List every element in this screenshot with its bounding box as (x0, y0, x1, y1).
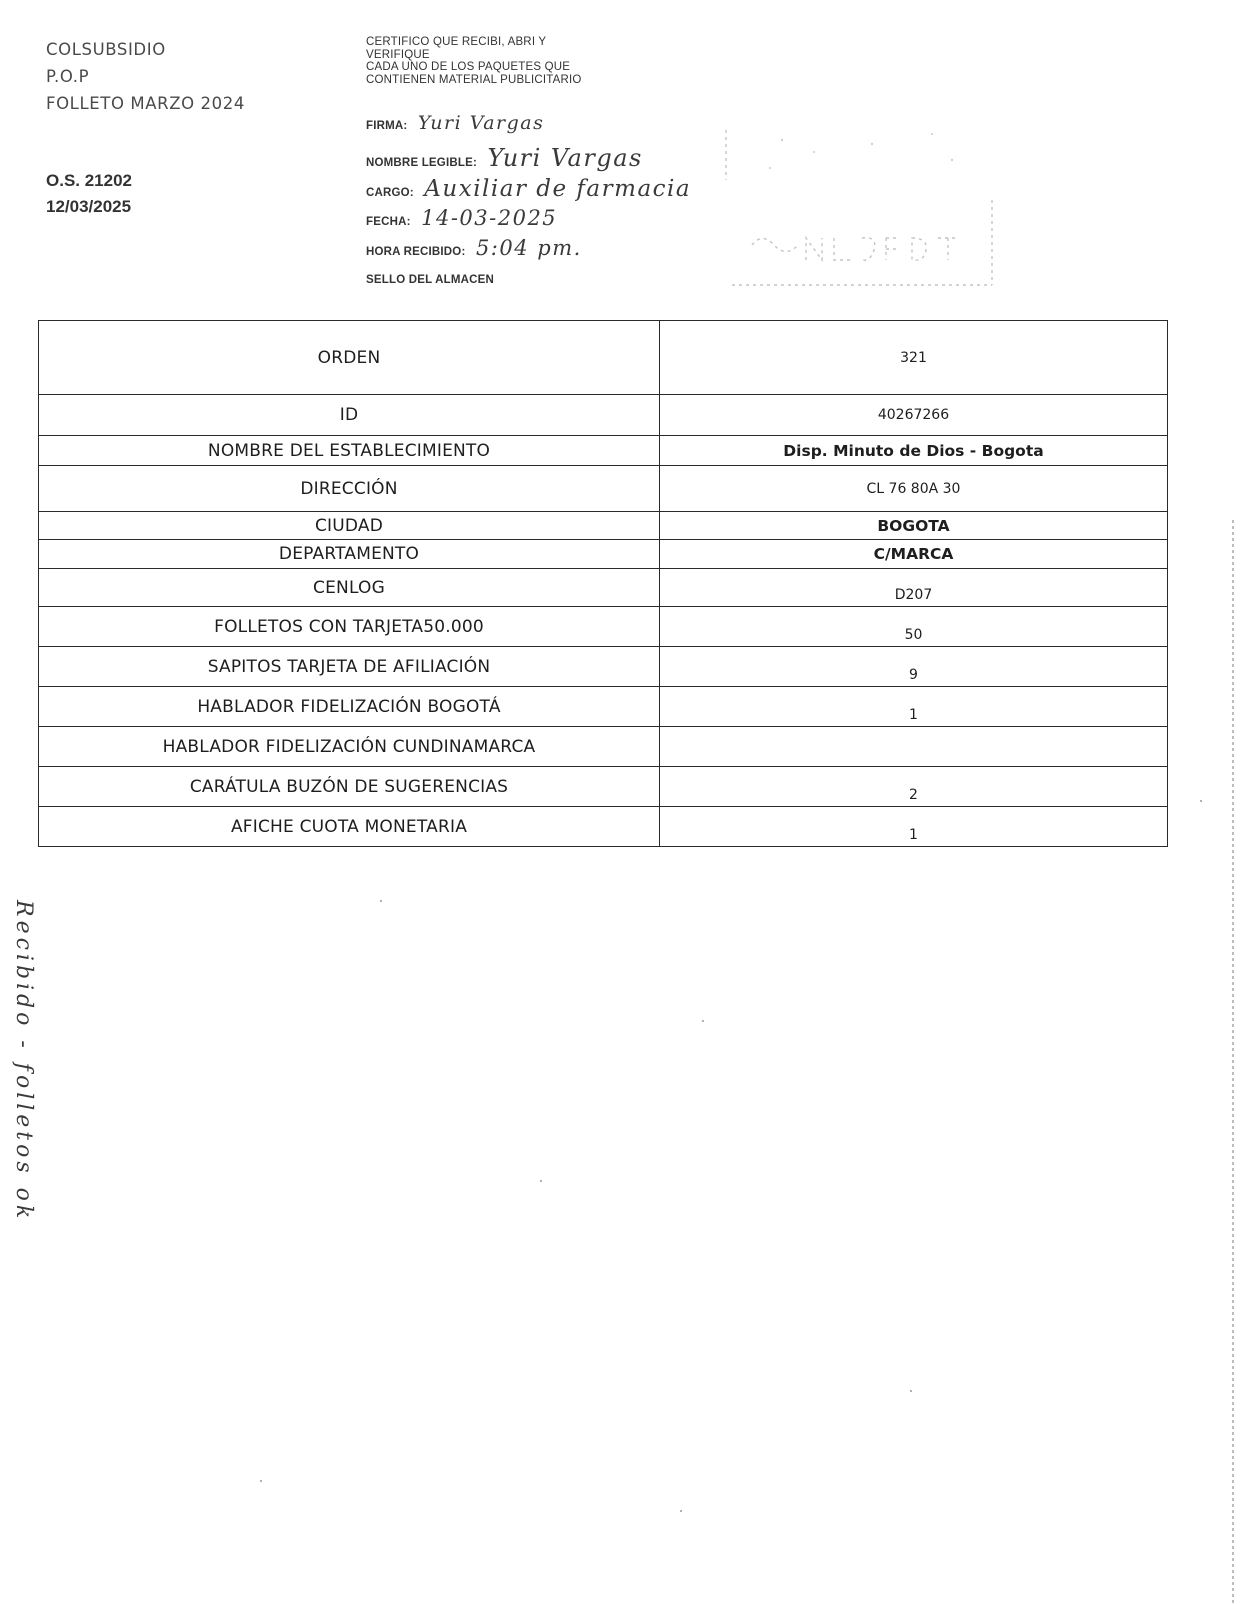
order-date: 12/03/2025 (46, 197, 132, 216)
row-value: 321 (660, 321, 1168, 395)
row-value: 1 (660, 807, 1168, 847)
table-row (39, 607, 1168, 647)
sello-field (366, 270, 494, 296)
row-value: 9 (660, 647, 1168, 687)
row-value: D207 (660, 569, 1168, 607)
row-value: C/MARCA (660, 540, 1168, 569)
row-value: CL 76 80A 30 (660, 466, 1168, 512)
row-label: HABLADOR FIDELIZACIÓN CUNDINAMARCA (39, 727, 660, 767)
row-value: Disp. Minuto de Dios - Bogota (660, 436, 1168, 466)
material-type: P.O.P (46, 67, 90, 86)
table-row (39, 466, 1168, 512)
sello-label: SELLO DEL ALMACEN (366, 274, 494, 286)
firma-field (366, 112, 544, 138)
company-name: COLSUBSIDIO (46, 40, 166, 59)
table-row (39, 436, 1168, 466)
nombre-label: NOMBRE LEGIBLE: (366, 157, 477, 169)
scan-edge (1232, 520, 1234, 1604)
row-value: 40267266 (660, 395, 1168, 436)
campaign-name: FOLLETO MARZO 2024 (46, 94, 245, 113)
row-label: HABLADOR FIDELIZACIÓN BOGOTÁ (39, 687, 660, 727)
cargo-field (366, 176, 691, 202)
handwritten-signature: Yuri Vargas (417, 112, 545, 134)
table-row (39, 727, 1168, 767)
statement-line: CONTIENEN MATERIAL PUBLICITARIO (366, 73, 582, 86)
table-row (39, 321, 1168, 395)
row-value (660, 727, 1168, 767)
table-row (39, 767, 1168, 807)
scan-speck (1200, 800, 1202, 802)
fecha-field (366, 206, 557, 232)
row-label: FOLLETOS CON TARJETA50.000 (39, 607, 660, 647)
scan-speck (380, 900, 382, 902)
row-label: ORDEN (39, 321, 660, 395)
hora-value: 5:04 pm. (475, 236, 582, 260)
cargo-value: Auxiliar de farmacia (424, 176, 692, 202)
scan-speck (680, 1510, 682, 1512)
row-label: DIRECCIÓN (39, 466, 660, 512)
scan-speck (702, 1020, 704, 1022)
statement-line: VERIFIQUE (366, 48, 430, 61)
firma-label: FIRMA: (366, 120, 408, 132)
table-row (39, 569, 1168, 607)
row-label: CIUDAD (39, 512, 660, 540)
row-value: 1 (660, 687, 1168, 727)
campaign-header (46, 36, 306, 117)
row-label: CENLOG (39, 569, 660, 607)
table-row (39, 647, 1168, 687)
row-label: NOMBRE DEL ESTABLECIMIENTO (39, 436, 660, 466)
row-value: 50 (660, 607, 1168, 647)
order-info (46, 168, 132, 220)
hora-field (366, 236, 582, 262)
row-label: SAPITOS TARJETA DE AFILIACIÓN (39, 647, 660, 687)
row-label: DEPARTAMENTO (39, 540, 660, 569)
certification-statement (366, 36, 696, 86)
hora-label: HORA RECIBIDO: (366, 246, 466, 258)
statement-line: CADA UNO DE LOS PAQUETES QUE (366, 61, 571, 73)
cargo-label: CARGO: (366, 187, 414, 199)
scan-speck (260, 1480, 262, 1482)
store-stamp (722, 120, 1002, 290)
fecha-value: 14-03-2025 (421, 206, 558, 230)
table-row (39, 807, 1168, 847)
handwritten-side-note: Recibido - folletos ok (11, 900, 36, 1223)
table-row (39, 512, 1168, 540)
nombre-value: Yuri Vargas (487, 144, 643, 172)
table-row (39, 395, 1168, 436)
scan-speck (910, 1390, 912, 1392)
row-value: 2 (660, 767, 1168, 807)
row-label: ID (39, 395, 660, 436)
row-label: CARÁTULA BUZÓN DE SUGERENCIAS (39, 767, 660, 807)
order-number: O.S. 21202 (46, 171, 133, 190)
table-row (39, 687, 1168, 727)
row-label: AFICHE CUOTA MONETARIA (39, 807, 660, 847)
table-row (39, 540, 1168, 569)
scan-speck (540, 1180, 542, 1182)
row-value: BOGOTA (660, 512, 1168, 540)
statement-line: CERTIFICO QUE RECIBI, ABRI Y (366, 36, 547, 48)
nombre-field (366, 144, 643, 170)
delivery-items-table (38, 320, 1168, 847)
fecha-label: FECHA: (366, 216, 411, 228)
